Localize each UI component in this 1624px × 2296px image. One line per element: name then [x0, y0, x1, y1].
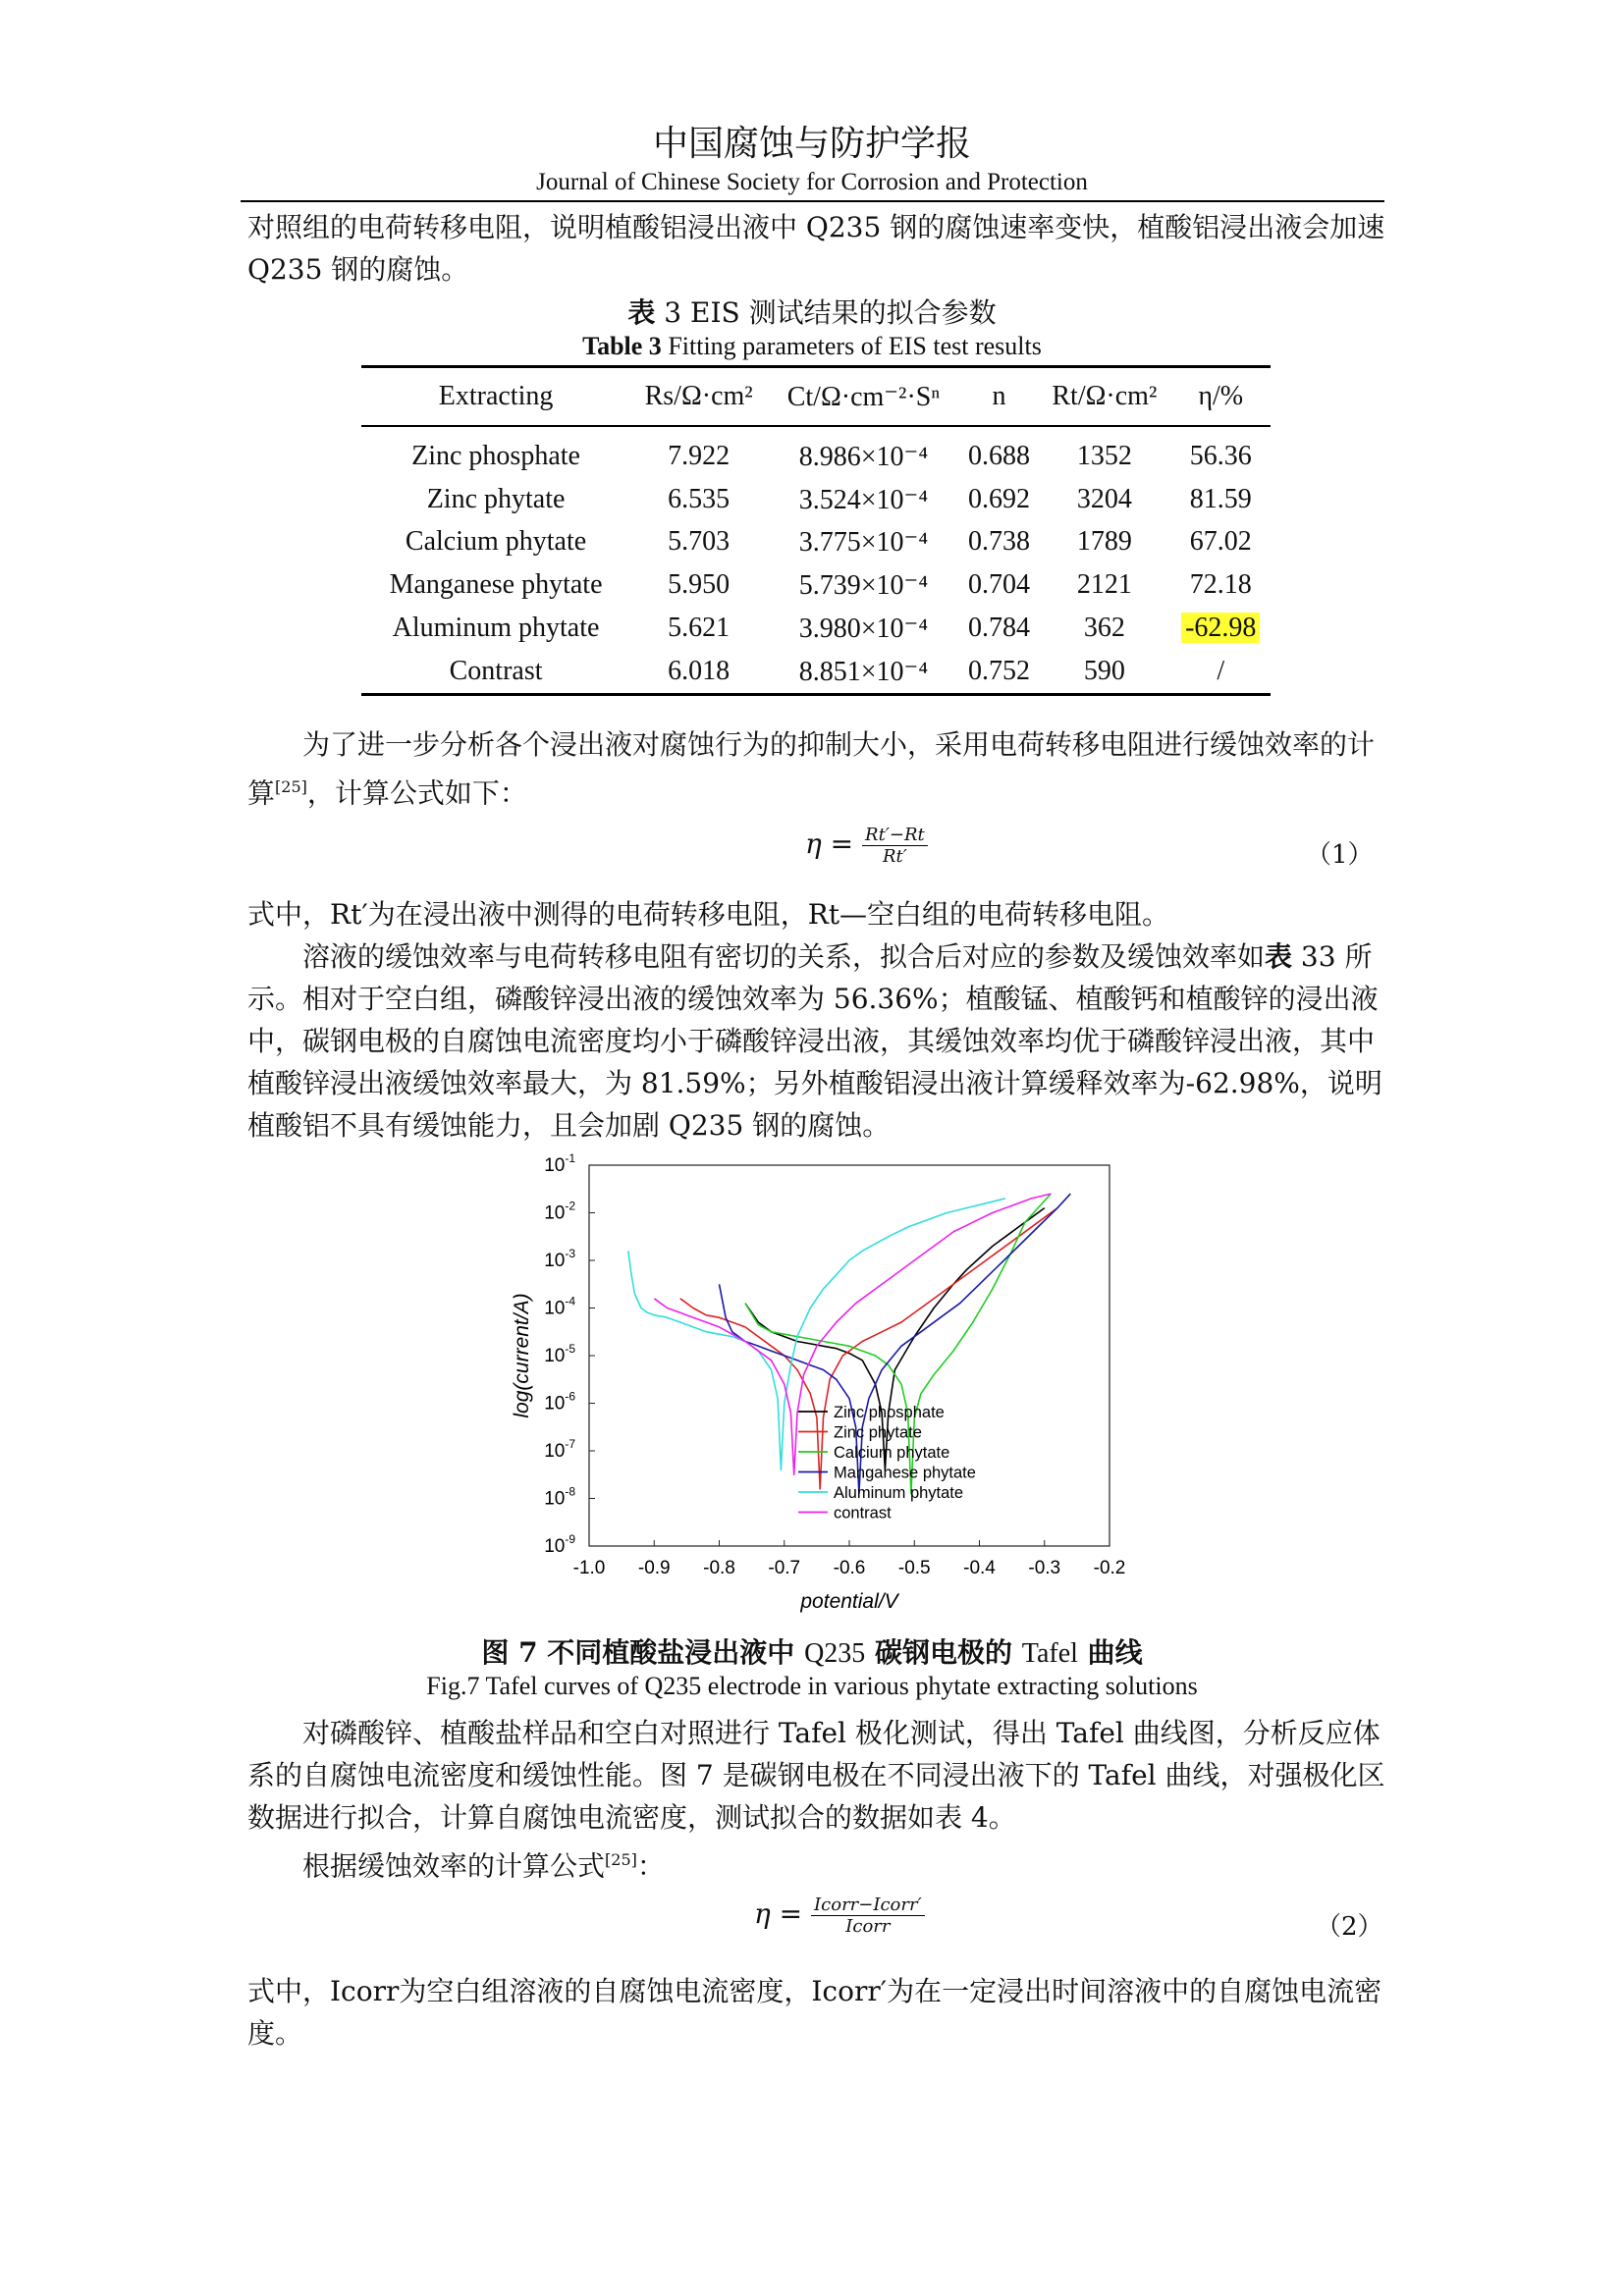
- table-row: [361, 563, 1271, 607]
- eq1-fraction: [862, 825, 928, 867]
- y-axis-ticks: [544, 1151, 595, 1557]
- eq1-numerator: Rt′−Rt: [862, 825, 928, 846]
- table-cell: 3.775×10⁻⁴: [798, 527, 929, 559]
- eq2-fraction: [811, 1895, 925, 1937]
- paragraph-results: [247, 935, 1386, 1147]
- table-cell: 8.851×10⁻⁴: [798, 656, 929, 687]
- y-tick-exponent: -8: [565, 1484, 575, 1499]
- table-cell: 6.018: [668, 655, 731, 686]
- table-cell: Zinc phytate: [426, 483, 566, 514]
- y-tick-exponent: -4: [565, 1294, 575, 1308]
- x-tick-label: -0.6: [833, 1558, 866, 1578]
- table-header-cell: n: [992, 381, 1006, 411]
- table3-caption-en-text: Fitting parameters of EIS test results: [661, 332, 1042, 360]
- table-row: [361, 478, 1271, 521]
- paragraph-tafel: 对磷酸锌、植酸盐样品和空白对照进行 Tafel 极化测试，得出 Tafel 曲线图，分析反应体系的自腐蚀电流密度和缓蚀性能。图 7 是碳钢电极在不同浸出液下的 Tafel 曲线，对强极化区数据进行拟合，计算自腐蚀电流密度，测试拟合的数据如表 4。: [247, 1717, 1385, 1834]
- x-tick-label: -0.9: [637, 1558, 671, 1578]
- y-tick-base: 10: [544, 1202, 566, 1224]
- table-header-cell: Rs/Ω·cm²: [644, 381, 753, 411]
- y-tick-exponent: -1: [565, 1151, 575, 1165]
- header-rule: [241, 200, 1384, 202]
- legend-label: Manganese phytate: [834, 1464, 976, 1482]
- y-tick-label: [544, 1151, 575, 1176]
- table-row: [361, 607, 1271, 650]
- table-header-cell: Ct/Ω·cm⁻²·Sⁿ: [786, 382, 941, 412]
- table-cell: 5.950: [668, 569, 731, 601]
- table-cell: 7.922: [668, 440, 731, 471]
- table-cell: 8.986×10⁻⁴: [798, 441, 929, 472]
- paragraph-results-a: 溶液的缓蚀效率与电荷转移电阻有密切的关系，拟合后对应的参数及缓蚀效率如: [302, 940, 1266, 973]
- table-cell: 0.738: [967, 526, 1030, 558]
- paragraph-efficiency: [247, 723, 1386, 814]
- paragraph-efficiency-b: ，计算公式如下：: [306, 776, 527, 810]
- eq2-numerator: Icorr−Icorr′: [811, 1895, 925, 1916]
- table-row: [361, 650, 1271, 694]
- eq2-lhs: η =: [754, 1897, 803, 1930]
- table-cell: 2121: [1076, 569, 1132, 601]
- table3-caption-cn-text: 3 EIS 测试结果的拟合参数: [655, 296, 997, 329]
- fig7-caption-a: 不同植酸盐浸出液中: [537, 1636, 805, 1669]
- table-row: [361, 426, 1271, 478]
- table-cell: 0.688: [967, 440, 1030, 471]
- x-tick-label: -0.7: [768, 1558, 801, 1578]
- table-cell: Zinc phosphate: [411, 440, 580, 471]
- fig7-caption-bold: 图 7: [481, 1636, 538, 1669]
- paragraph-formula: [247, 1839, 1386, 1887]
- y-tick-base: 10: [544, 1155, 566, 1176]
- table-cell: 0.692: [967, 483, 1030, 514]
- y-tick-label: [544, 1295, 575, 1319]
- fig7-caption-d: Tafel: [1021, 1638, 1078, 1669]
- y-tick-exponent: -2: [565, 1199, 575, 1213]
- y-tick-exponent: -7: [565, 1437, 575, 1451]
- table-cell: 3.980×10⁻⁴: [798, 614, 929, 645]
- equation-2: [754, 1895, 925, 1937]
- table-header-cell: Rt/Ω·cm²: [1052, 381, 1158, 411]
- y-tick-base: 10: [544, 1251, 566, 1271]
- table-cell: Manganese phytate: [389, 569, 603, 601]
- table-cell: 590: [1083, 655, 1125, 686]
- figure7-caption-cn: [0, 1631, 1624, 1671]
- y-tick-base: 10: [544, 1393, 566, 1415]
- paragraph-formula-a: 根据缓蚀效率的计算公式: [302, 1849, 606, 1883]
- paragraph-formula-b: ：: [636, 1849, 665, 1883]
- eq1-lhs: η =: [805, 828, 854, 860]
- y-tick-exponent: -9: [565, 1532, 575, 1546]
- x-tick-label: -0.4: [963, 1558, 996, 1578]
- legend-label: Aluminum phytate: [834, 1484, 964, 1502]
- y-tick-label: [544, 1390, 575, 1415]
- y-tick-base: 10: [544, 1441, 566, 1462]
- equation-2-number: （2）: [1316, 1912, 1383, 1942]
- highlighted-value: -62.98: [1181, 613, 1260, 643]
- table-cell: [1170, 607, 1271, 650]
- y-tick-base: 10: [544, 1488, 566, 1510]
- table-cell: 56.36: [1189, 440, 1252, 471]
- table-header-row: [361, 367, 1271, 427]
- table-cell: 1352: [1076, 440, 1132, 471]
- paragraph-results-bold: 表: [1265, 940, 1293, 973]
- y-tick-label: [544, 1485, 575, 1510]
- x-tick-label: -0.5: [897, 1558, 931, 1578]
- table-cell: 3.524×10⁻⁴: [798, 484, 929, 515]
- x-axis-label: potential/V: [800, 1590, 898, 1613]
- y-tick-base: 10: [544, 1346, 566, 1366]
- x-tick-label: -1.0: [572, 1558, 606, 1578]
- table-cell: 5.621: [668, 613, 731, 644]
- paragraph-efficiency-a: 为了进一步分析各个浸出液对腐蚀行为的抑制大小，采用电荷转移电阻进行缓蚀效率的计算: [247, 728, 1376, 810]
- table3-caption-cn: [0, 292, 1624, 331]
- table3-caption-cn-bold: 表: [627, 296, 656, 329]
- table-header-cell: η/%: [1198, 381, 1244, 411]
- eq2-denominator: Icorr: [845, 1916, 891, 1937]
- table3-caption-en-bold: Table 3: [582, 332, 662, 360]
- legend-label: Zinc phosphate: [834, 1404, 945, 1421]
- y-tick-base: 10: [544, 1298, 566, 1319]
- table-header-cell: Extracting: [438, 381, 554, 411]
- table-cell: 0.784: [967, 613, 1030, 644]
- y-tick-exponent: -6: [565, 1389, 575, 1404]
- table-cell: 67.02: [1189, 526, 1252, 558]
- paragraph-where-2: 式中，Icorr为空白组溶液的自腐蚀电流密度，Icorr′为在一定浸出时间溶液中的自腐蚀电流密度。: [247, 1975, 1382, 2050]
- y-tick-label: [544, 1200, 575, 1224]
- table-cell: Calcium phytate: [405, 526, 587, 558]
- legend-label: contrast: [834, 1504, 892, 1522]
- table-cell: 362: [1083, 613, 1125, 644]
- y-tick-exponent: -3: [565, 1247, 575, 1260]
- legend-label: Calcium phytate: [834, 1444, 950, 1462]
- table-cell: 1789: [1076, 526, 1132, 558]
- table-cell: 3204: [1076, 483, 1132, 514]
- y-tick-label: [544, 1247, 575, 1271]
- fig7-caption-e: 曲线: [1077, 1636, 1143, 1669]
- table-cell: 0.752: [967, 655, 1030, 686]
- table3: [361, 365, 1271, 696]
- equation-1: [805, 825, 928, 867]
- y-tick-exponent: -5: [565, 1342, 575, 1356]
- legend-label: Zinc phytate: [834, 1423, 922, 1442]
- table-cell: 81.59: [1189, 483, 1252, 514]
- figure7-caption-en: Fig.7 Tafel curves of Q235 electrode in various phytate extracting solutions: [426, 1672, 1198, 1700]
- journal-title-cn: 中国腐蚀与防护学报: [652, 124, 971, 164]
- table-cell: /: [1217, 655, 1225, 686]
- y-tick-label: [544, 1532, 575, 1557]
- table-cell: Aluminum phytate: [392, 613, 600, 644]
- fig7-caption-b: Q235: [804, 1638, 866, 1669]
- x-tick-label: -0.8: [703, 1558, 735, 1578]
- table-row: [361, 521, 1271, 564]
- y-tick-label: [544, 1342, 575, 1366]
- table-cell: Contrast: [449, 655, 543, 686]
- table-cell: 72.18: [1189, 569, 1252, 601]
- table-cell: 5.703: [668, 526, 731, 558]
- x-tick-label: -0.2: [1093, 1558, 1126, 1578]
- table3-caption-en: [0, 332, 1624, 361]
- table-cell: 0.704: [967, 569, 1030, 601]
- y-tick-base: 10: [544, 1536, 566, 1557]
- fig7-caption-c: 碳钢电极的: [865, 1636, 1022, 1669]
- citation-25: [25]: [275, 777, 307, 796]
- tafel-chart: [481, 1148, 1149, 1620]
- journal-title-en: Journal of Chinese Society for Corrosion and Protection: [536, 169, 1088, 195]
- citation-25b: [25]: [605, 1850, 637, 1869]
- table-cell: 6.535: [668, 483, 731, 514]
- equation-1-number: （1）: [1306, 840, 1374, 870]
- y-tick-label: [544, 1437, 575, 1462]
- eq1-denominator: Rt′: [882, 846, 907, 867]
- paragraph-where-1: 式中，Rt′为在浸出液中测得的电荷转移电阻，Rt—空白组的电荷转移电阻。: [247, 898, 1170, 931]
- x-tick-label: -0.3: [1028, 1558, 1061, 1578]
- y-axis-label: log(current/A): [511, 1293, 533, 1418]
- paragraph-intro: 对照组的电荷转移电阻，说明植酸铝浸出液中 Q235 钢的腐蚀速率变快，植酸铝浸出液会加速 Q235 钢的腐蚀。: [247, 211, 1385, 286]
- table-cell: 5.739×10⁻⁴: [798, 570, 929, 602]
- paragraph-results-b: 33 所示。相对于空白组，磷酸锌浸出液的缓蚀效率为 56.36%；植酸锰、植酸钙和植酸锌的浸出液中，碳钢电极的自腐蚀电流密度均小于磷酸锌浸出液，其缓蚀效率均优于磷酸锌浸出液，其中植酸锌浸出液缓蚀效率最大，为 81.59%；另外植酸铝浸出液计算缓释效率为-62.98%，说明植酸铝不具有缓蚀能力，且会加剧 Q235 钢的腐蚀。: [247, 940, 1382, 1142]
